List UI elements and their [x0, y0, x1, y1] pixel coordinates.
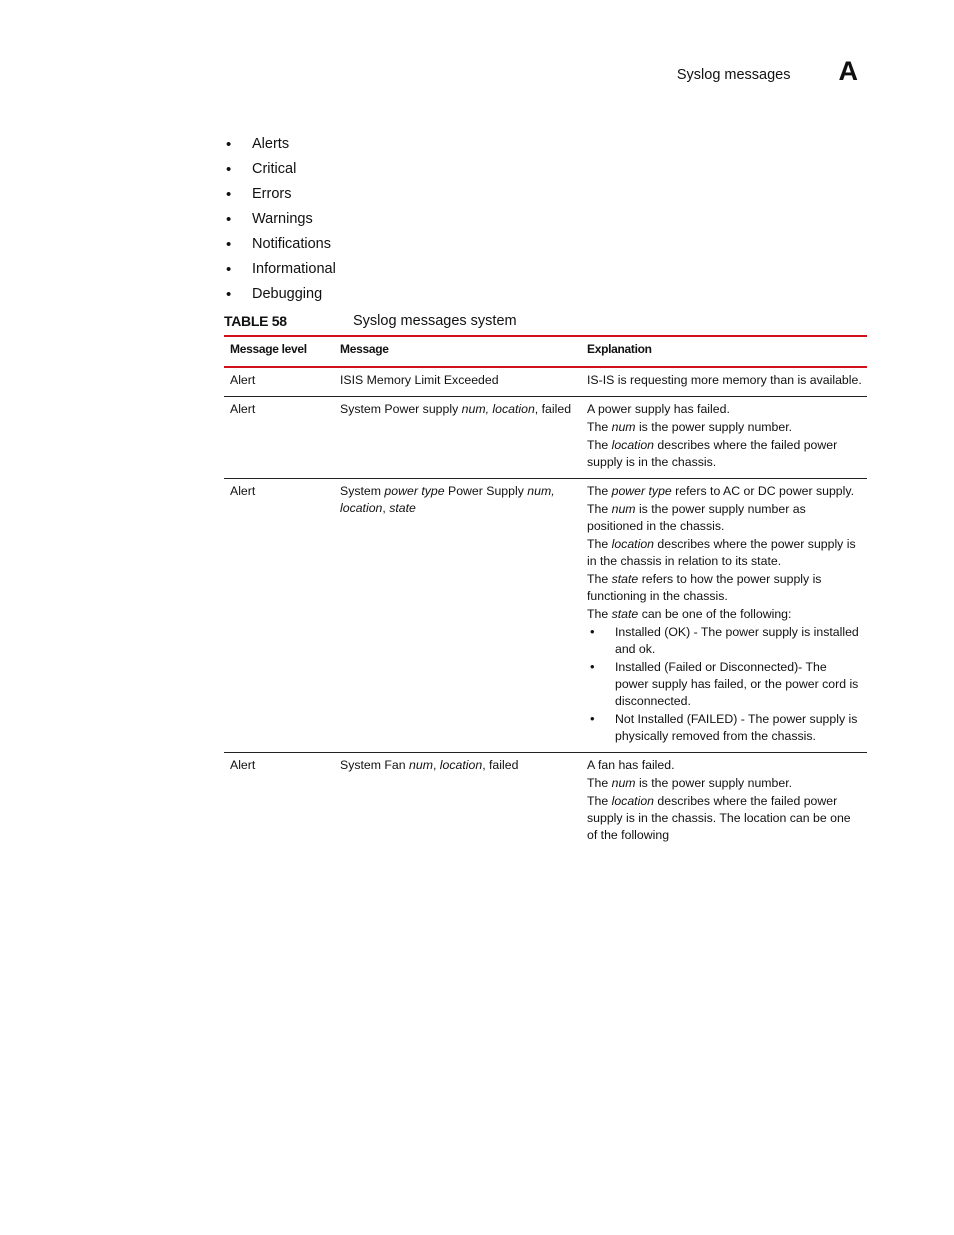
- variable: num: [409, 758, 433, 772]
- variable: num: [611, 502, 636, 516]
- explanation-text: [587, 793, 863, 844]
- state-options-list: [587, 624, 863, 745]
- variable: power type: [611, 484, 672, 498]
- text: The: [587, 572, 612, 586]
- text: The: [587, 607, 612, 621]
- text: , failed: [482, 758, 519, 772]
- list-item: • Warnings: [226, 207, 336, 232]
- cell-explanation: [581, 397, 867, 479]
- explanation-text: A power supply has failed.: [587, 402, 730, 416]
- variable: num: [611, 776, 636, 790]
- text: System: [340, 484, 385, 498]
- column-header-explanation: Explanation: [581, 336, 867, 367]
- text: System Fan: [340, 758, 410, 772]
- variable: location: [611, 794, 654, 808]
- explanation-text: [587, 536, 863, 570]
- syslog-table: [224, 335, 867, 851]
- table-caption: [224, 313, 517, 330]
- text: The: [587, 776, 612, 790]
- text: The: [587, 420, 612, 434]
- page-header: [677, 58, 858, 85]
- explanation-text: [587, 606, 863, 623]
- variable: power type: [384, 484, 445, 498]
- cell-level: Alert: [230, 373, 256, 387]
- variable: state: [611, 607, 639, 621]
- list-item: • Critical: [226, 157, 336, 182]
- list-item: • Alerts: [226, 132, 336, 157]
- variable: num, location: [461, 402, 535, 416]
- table-title: Syslog messages system: [353, 313, 517, 329]
- list-item: • Debugging: [226, 282, 336, 307]
- text: can be one of the following:: [638, 607, 792, 621]
- message-levels-list: [226, 132, 336, 307]
- explanation-text: [587, 419, 863, 436]
- list-item: • Informational: [226, 257, 336, 282]
- explanation-text: IS-IS is requesting more memory than is available.: [587, 373, 862, 387]
- cell-message: [334, 479, 581, 753]
- list-item: • Not Installed (FAILED) - The power supply is physically removed from the chassis.: [587, 711, 863, 745]
- cell-message: [334, 753, 581, 852]
- table-row: [224, 367, 867, 397]
- list-item: • Notifications: [226, 232, 336, 257]
- list-item: • Installed (Failed or Disconnected)- The power supply has failed, or the power cord is disconnected.: [587, 659, 863, 710]
- text: System Power supply: [340, 402, 462, 416]
- text: is the power supply number.: [635, 420, 793, 434]
- variable: state: [611, 572, 639, 586]
- table-row: [224, 479, 867, 753]
- text: The: [587, 502, 612, 516]
- text: refers to AC or DC power supply.: [671, 484, 855, 498]
- table-row: [224, 397, 867, 479]
- variable: location: [611, 438, 654, 452]
- section-title: Syslog messages: [676, 67, 791, 83]
- text: The: [587, 484, 612, 498]
- cell-explanation: [581, 367, 867, 397]
- text: The: [587, 438, 612, 452]
- column-header-level: Message level: [224, 336, 334, 367]
- text: The: [587, 794, 612, 808]
- variable: location: [439, 758, 483, 772]
- text: refers to how the power supply is functioning in the chassis.: [587, 572, 822, 603]
- cell-level: Alert: [230, 402, 256, 416]
- text: ,: [382, 501, 390, 515]
- variable: location: [611, 537, 654, 551]
- text: describes where the failed power supply is in the chassis. The location can be one of the following: [587, 794, 851, 842]
- explanation-text: A fan has failed.: [587, 758, 675, 772]
- variable: num: [611, 420, 636, 434]
- explanation-text: [587, 483, 863, 500]
- cell-message: ISIS Memory Limit Exceeded: [340, 373, 499, 387]
- cell-message: [334, 397, 581, 479]
- explanation-text: [587, 571, 863, 605]
- cell-level: Alert: [230, 484, 256, 498]
- text: describes where the power supply is in the chassis in relation to its state.: [587, 537, 856, 568]
- text: The: [587, 537, 612, 551]
- explanation-text: [587, 437, 863, 471]
- column-header-message: Message: [334, 336, 581, 367]
- cell-explanation: [581, 479, 867, 753]
- variable: num, location: [340, 484, 555, 515]
- text: ,: [432, 758, 440, 772]
- text: , failed: [534, 402, 572, 416]
- cell-level: Alert: [230, 758, 256, 772]
- text: is the power supply number.: [635, 776, 793, 790]
- list-item: • Errors: [226, 182, 336, 207]
- text: Power Supply: [444, 484, 528, 498]
- explanation-text: [587, 501, 863, 535]
- text: is the power supply number as positioned in the chassis.: [587, 502, 806, 533]
- table-header-row: [224, 336, 867, 367]
- variable: state: [389, 501, 416, 515]
- table-row: [224, 753, 867, 852]
- explanation-text: [587, 775, 863, 792]
- table-number: TABLE 58: [224, 313, 287, 329]
- text: describes where the failed power supply is in the chassis.: [587, 438, 838, 469]
- appendix-letter: A: [838, 56, 858, 86]
- list-item: • Installed (OK) - The power supply is installed and ok.: [587, 624, 863, 658]
- cell-explanation: [581, 753, 867, 852]
